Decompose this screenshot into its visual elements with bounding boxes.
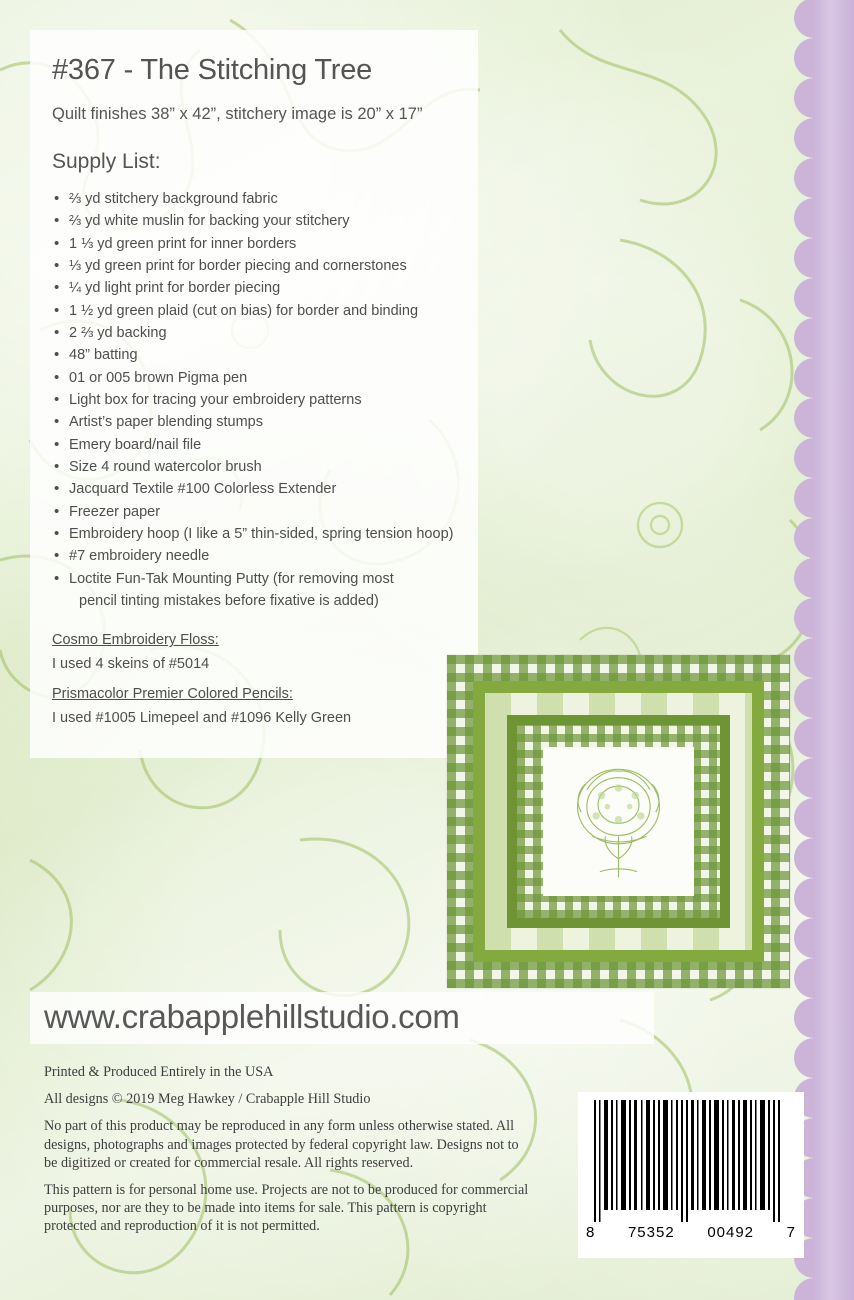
list-item-continuation: pencil tinting mistakes before fixative is added) [79,592,379,609]
list-item: • 1 ⅓ yd green print for inner borders [52,233,456,255]
legal-line-4: This pattern is for personal home use. Projects are not to be produced for commercial purposes, nor are they to be made into items for sale. This pattern is copyright protected and reproduction of it is not permitted. [44,1181,529,1235]
barcode-group-2: 00492 [707,1224,755,1241]
legal-line-1: Printed & Produced Entirely in the USA [44,1064,274,1080]
list-item: • Size 4 round watercolor brush [52,456,456,478]
list-item: • Embroidery hoop (I like a 5” thin-sided, spring tension hoop) [52,523,456,545]
barcode-right-digit: 7 [786,1224,796,1241]
list-item-text: Loctite Fun-Tak Mounting Putty (for removing most [69,570,394,587]
floss-text: I used 4 skeins of #5014 [52,656,210,673]
list-item: • ¼ yd light print for border piecing [52,277,456,299]
list-item: • #7 embroidery needle [52,545,456,567]
barcode-left-digit: 8 [586,1224,596,1241]
supply-list-heading: Supply List: [52,150,161,173]
legal-line-3: No part of this product may be reproduced in any form unless otherwise stated. All designs, photographs and images protected by federal copyright law. Designs not to be digitized or created for commercial resale. All rights reserved. [44,1118,519,1171]
list-item: • ⅓ yd green print for border piecing and cornerstones [52,255,456,277]
quilt-center-panel [543,747,694,896]
list-item: • 1 ½ yd green plaid (cut on bias) for border and binding [52,300,456,322]
pencils-heading: Prismacolor Premier Colored Pencils: [52,686,293,703]
list-item: • 01 or 005 brown Pigma pen [52,367,456,389]
finished-size-text: Quilt finishes 38” x 42”, stitchery image is 20” x 17” [52,105,423,123]
barcode [578,1092,804,1258]
page-title: #367 - The Stitching Tree [52,54,373,86]
list-item [52,568,456,613]
list-item: • ⅔ yd white muslin for backing your stitchery [52,210,456,232]
website-band [30,992,654,1044]
supply-list [52,188,456,612]
barcode-digits [578,1224,804,1241]
list-item: • Freezer paper [52,501,456,523]
quilt-photo [447,655,790,988]
list-item: • ⅔ yd stitchery background fabric [52,188,456,210]
barcode-bars [592,1100,790,1222]
list-item: • 48” batting [52,344,456,366]
stitching-tree-embroidery [543,747,694,896]
legal-line-2: All designs © 2019 Meg Hawkey / Crabapple Hill Studio [44,1091,371,1108]
website-link[interactable]: www.crabapplehillstudio.com [44,998,460,1035]
barcode-group-1: 75352 [627,1224,675,1241]
info-panel [30,30,478,758]
legal-text [44,1063,534,1244]
list-item: • Light box for tracing your embroidery patterns [52,389,456,411]
list-item: • Jacquard Textile #100 Colorless Extender [52,478,456,500]
floss-heading: Cosmo Embroidery Floss: [52,632,219,649]
list-item: • Artist’s paper blending stumps [52,411,456,433]
decorative-ribbon [814,0,854,1300]
pencils-text: I used #1005 Limepeel and #1096 Kelly Green [52,710,352,727]
list-item: • 2 ⅔ yd backing [52,322,456,344]
list-item: • Emery board/nail file [52,434,456,456]
